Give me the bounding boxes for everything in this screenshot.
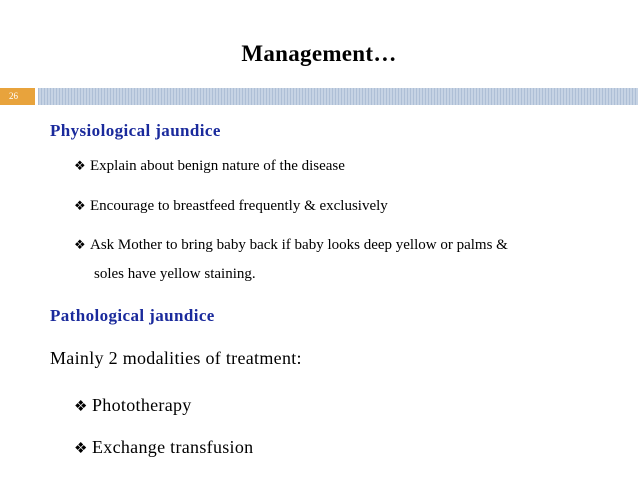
header-bar bbox=[0, 88, 638, 105]
diamond-bullet-icon: ❖ bbox=[74, 399, 88, 415]
slide-title: Management… bbox=[241, 41, 397, 66]
bullet-item bbox=[74, 435, 253, 461]
pathological-heading: Pathological jaundice bbox=[50, 306, 215, 325]
bullet-text: Ask Mother to bring baby back if baby looks deep yellow or palms & bbox=[90, 237, 508, 253]
bullet-text: Encourage to breastfeed frequently & exclusively bbox=[90, 198, 388, 214]
slide-number: 26 bbox=[0, 88, 35, 105]
diamond-bullet-icon: ❖ bbox=[74, 198, 86, 213]
diamond-bullet-icon: ❖ bbox=[74, 441, 88, 457]
physiological-heading: Physiological jaundice bbox=[50, 121, 221, 140]
bullet-text: Exchange transfusion bbox=[92, 437, 254, 457]
bullet-item bbox=[74, 235, 508, 255]
bullet-item bbox=[74, 393, 192, 419]
diamond-bullet-icon: ❖ bbox=[74, 237, 86, 252]
bullet-item bbox=[74, 196, 388, 216]
bullet-text: Phototherapy bbox=[92, 395, 192, 415]
header-stripe bbox=[38, 88, 638, 105]
bullet-text: Explain about benign nature of the disease bbox=[90, 158, 345, 174]
treatment-intro: Mainly 2 modalities of treatment: bbox=[50, 348, 302, 368]
diamond-bullet-icon: ❖ bbox=[74, 158, 86, 173]
bullet-continuation: soles have yellow staining. bbox=[94, 266, 256, 282]
bullet-item bbox=[74, 156, 345, 176]
